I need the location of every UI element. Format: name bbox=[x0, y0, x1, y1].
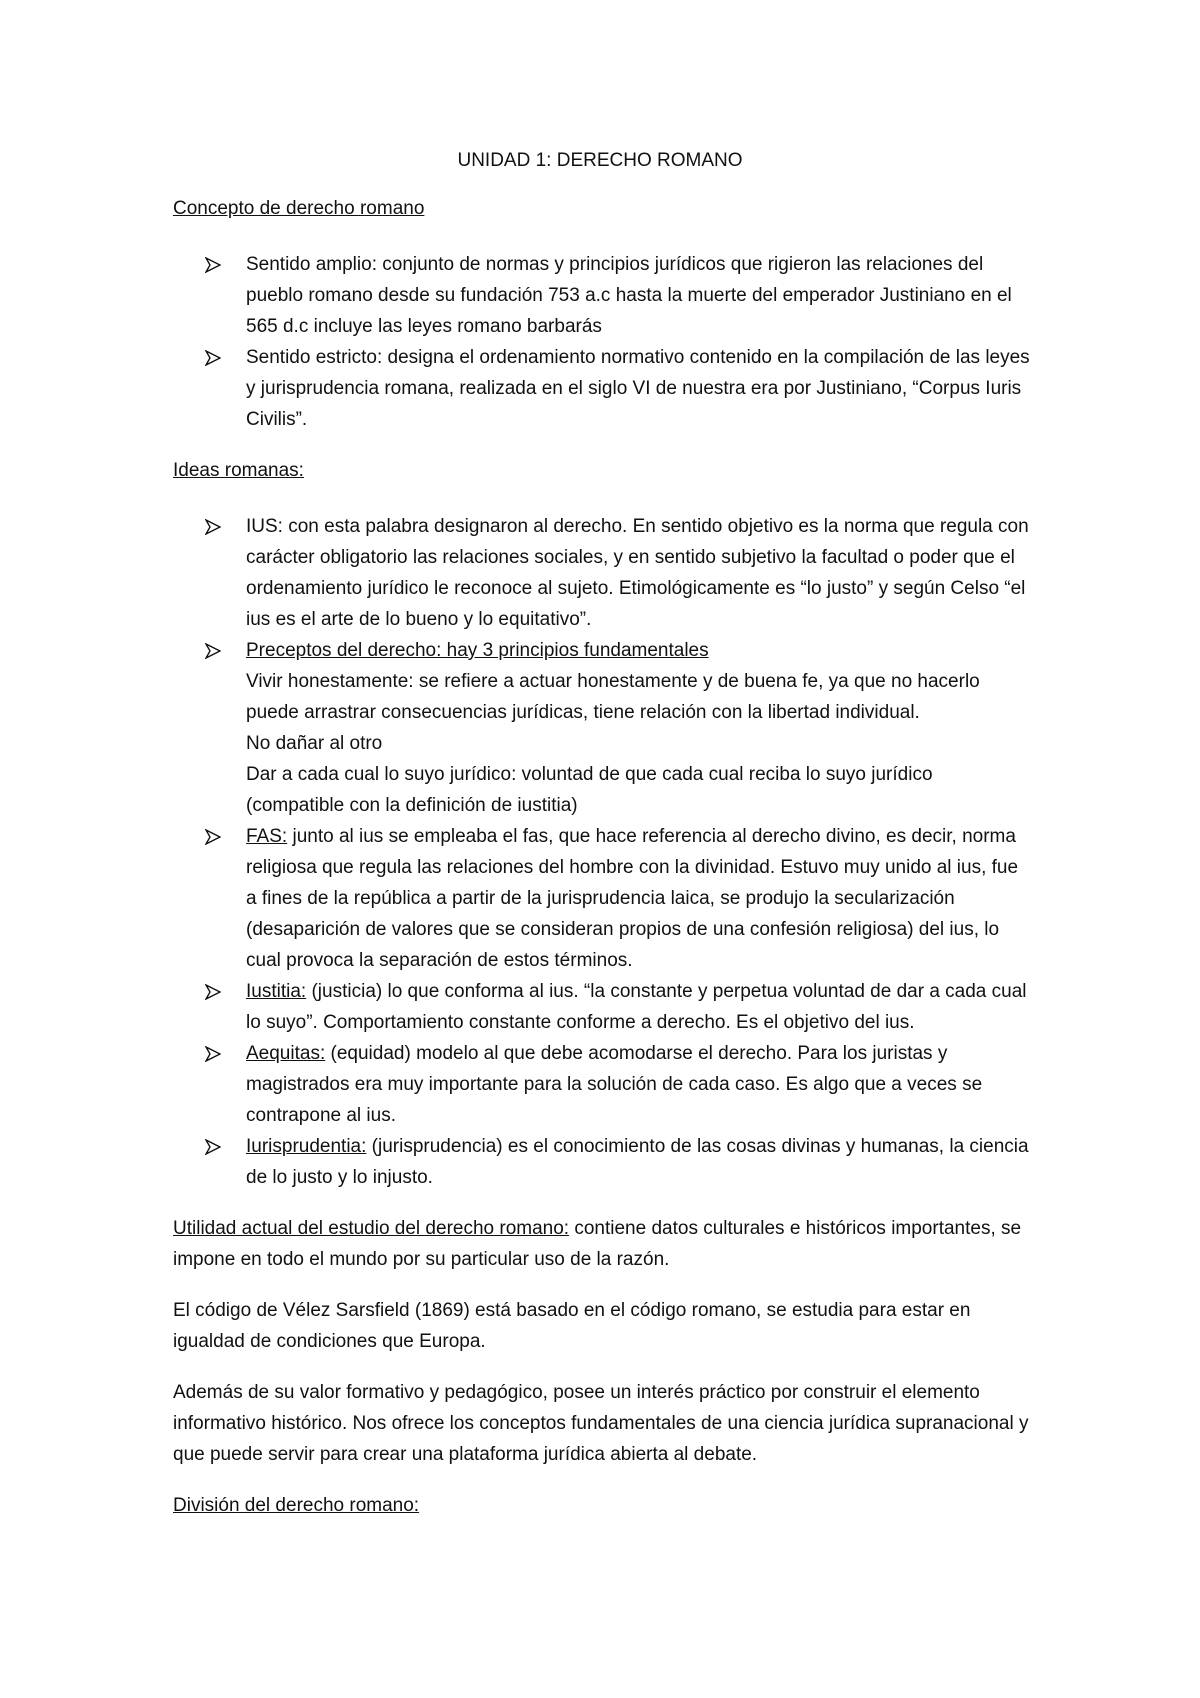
arrowhead-bullet-icon bbox=[205, 1046, 221, 1062]
iurisprudentia-label: Iurisprudentia: bbox=[246, 1136, 367, 1157]
fas-text: junto al ius se empleaba el fas, que hace referencia al derecho divino, es decir, norma religiosa que regula las relaciones del hombre con la divinidad. Estuvo muy unido al ius, fue a fines de la república a partir de la jurisprudencia laica, se produjo la secularización (desaparición de valores que se consideran propios de una confesión religiosa) del ius, lo cual provoca la separación de estos términos. bbox=[246, 826, 1019, 971]
concepto-list bbox=[173, 249, 1033, 435]
list-item-text: Sentido estricto: designa el ordenamiento normativo contenido en la compilación de las leyes y jurisprudencia romana, realizada en el siglo VI de nuestra era por Justiniano, “Corpus Iuris Civilis”. bbox=[246, 347, 1030, 430]
list-item-iustitia bbox=[173, 976, 1033, 1038]
iurisprudentia-text: (jurisprudencia) es el conocimiento de las cosas divinas y humanas, la ciencia de lo justo y lo injusto. bbox=[246, 1136, 1029, 1188]
iustitia-label: Iustitia: bbox=[246, 981, 307, 1002]
list-item-fas bbox=[173, 821, 1033, 976]
page-title: UNIDAD 1: DERECHO ROMANO bbox=[457, 150, 743, 171]
utilidad-label: Utilidad actual del estudio del derecho romano: bbox=[173, 1218, 570, 1239]
precepto-dar-a-cada-cual: Dar a cada cual lo suyo jurídico: voluntad de que cada cual reciba lo suyo jurídico (compatible con la definición de iustitia) bbox=[246, 764, 933, 816]
iustitia-text: (justicia) lo que conforma al ius. “la constante y perpetua voluntad de dar a cada cual lo suyo”. Comportamiento constante conforme a derecho. Es el objetivo del ius. bbox=[246, 981, 1027, 1033]
utilidad-paragraph bbox=[173, 1213, 1033, 1275]
utilidad-text: contiene datos culturales e históricos importantes, se impone en todo el mundo por su particular uso de la razón. bbox=[173, 1218, 1022, 1270]
aequitas-text: (equidad) modelo al que debe acomodarse el derecho. Para los juristas y magistrados era muy importante para la solución de cada caso. Es algo que a veces se contrapone al ius. bbox=[246, 1043, 983, 1126]
arrowhead-bullet-icon bbox=[205, 519, 221, 535]
arrowhead-bullet-icon bbox=[205, 1139, 221, 1155]
section-heading-concepto: Concepto de derecho romano bbox=[173, 198, 425, 219]
arrowhead-bullet-icon bbox=[205, 643, 221, 659]
section-heading-ideas: Ideas romanas: bbox=[173, 460, 304, 481]
list-item-ius bbox=[173, 511, 1033, 635]
list-item-preceptos bbox=[173, 635, 1033, 821]
ius-text: IUS: con esta palabra designaron al derecho. En sentido objetivo es la norma que regula con carácter obligatorio las relaciones sociales, y en sentido subjetivo la facultad o poder que el ordenamiento jurídico le reconoce al sujeto. Etimológicamente es “lo justo” y según Celso “el ius es el arte de lo bueno y lo equitativo”. bbox=[246, 516, 1029, 630]
document-body bbox=[173, 193, 1033, 1521]
list-item-aequitas bbox=[173, 1038, 1033, 1131]
list-item-text: Sentido amplio: conjunto de normas y principios jurídicos que rigieron las relaciones del pueblo romano desde su fundación 753 a.c hasta la muerte del emperador Justiniano en el 565 d.c incluye las leyes romano barbarás bbox=[246, 254, 1012, 337]
list-item-iurisprudentia bbox=[173, 1131, 1033, 1193]
precepto-vivir-honestamente: Vivir honestamente: se refiere a actuar honestamente y de buena fe, ya que no hacerlo puede arrastrar consecuencias jurídicas, tiene relación con la libertad individual. bbox=[246, 671, 980, 723]
precepto-no-danar: No dañar al otro bbox=[246, 733, 383, 754]
arrowhead-bullet-icon bbox=[205, 350, 221, 366]
aequitas-label: Aequitas: bbox=[246, 1043, 326, 1064]
list-item bbox=[173, 249, 1033, 342]
ideas-list bbox=[173, 511, 1033, 1193]
arrowhead-bullet-icon bbox=[205, 829, 221, 845]
arrowhead-bullet-icon bbox=[205, 984, 221, 1000]
ademas-paragraph: Además de su valor formativo y pedagógico, posee un interés práctico por construir el elemento informativo histórico. Nos ofrece los conceptos fundamentales de una ciencia jurídica supranacional y que puede servir para crear una plataforma jurídica abierta al debate. bbox=[173, 1382, 1029, 1465]
velez-paragraph: El código de Vélez Sarsfield (1869) está basado en el código romano, se estudia para estar en igualdad de condiciones que Europa. bbox=[173, 1300, 971, 1352]
preceptos-label: Preceptos del derecho: hay 3 principios fundamentales bbox=[246, 640, 709, 661]
section-heading-division: División del derecho romano: bbox=[173, 1495, 420, 1516]
fas-label: FAS: bbox=[246, 826, 288, 847]
list-item bbox=[173, 342, 1033, 435]
arrowhead-bullet-icon bbox=[205, 257, 221, 273]
